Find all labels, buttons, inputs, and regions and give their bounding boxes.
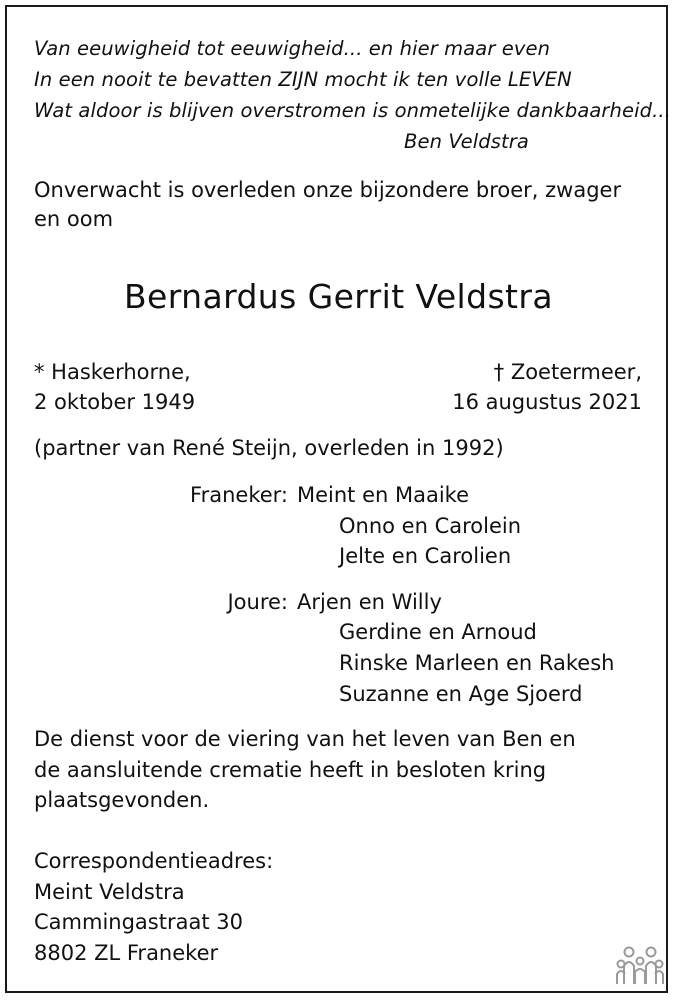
poem-line-3: Wat aldoor is blijven overstromen is onmetelijke dankbaarheid... — [34, 99, 671, 122]
poem-author: Ben Veldstra — [404, 130, 529, 153]
service-line-3: plaatsgevonden. — [34, 788, 210, 812]
deceased-name: Bernardus Gerrit Veldstra — [124, 277, 553, 316]
correspondence-city: 8802 ZL Franeker — [34, 941, 219, 965]
family-name: Meint en Maaike — [297, 483, 470, 507]
family-place-joure: Joure: — [227, 590, 288, 614]
correspondence-street: Cammingastraat 30 — [34, 910, 243, 934]
death-date: 16 augustus 2021 — [452, 390, 642, 414]
correspondence-label: Correspondentieadres: — [34, 849, 274, 873]
birth-date: 2 oktober 1949 — [34, 390, 196, 414]
family-name: Arjen en Willy — [297, 590, 442, 614]
family-name: Gerdine en Arnoud — [339, 620, 537, 644]
family-name: Onno en Carolein — [339, 514, 522, 538]
poem-line-2: In een nooit te bevatten ZIJN mocht ik ten volle LEVEN — [34, 68, 572, 91]
partner-note: (partner van René Steijn, overleden in 1992) — [34, 436, 504, 460]
family-name: Rinske Marleen en Rakesh — [339, 651, 615, 675]
death-place: † Zoetermeer, — [493, 360, 642, 384]
intro-line-2: en oom — [34, 207, 114, 231]
service-line-1: De dienst voor de viering van het leven van Ben en — [34, 727, 576, 751]
poem-line-1: Van eeuwigheid tot eeuwigheid... en hier maar even — [34, 37, 551, 60]
family-place-franeker: Franeker: — [190, 483, 288, 507]
family-group-icon — [616, 944, 664, 988]
service-line-2: de aansluitende crematie heeft in besloten kring — [34, 758, 547, 782]
correspondence-name: Meint Veldstra — [34, 880, 185, 904]
birth-place: * Haskerhorne, — [34, 360, 191, 384]
family-name: Suzanne en Age Sjoerd — [339, 682, 583, 706]
family-name: Jelte en Carolien — [339, 544, 512, 568]
intro-line-1: Onverwacht is overleden onze bijzondere broer, zwager — [34, 178, 622, 202]
